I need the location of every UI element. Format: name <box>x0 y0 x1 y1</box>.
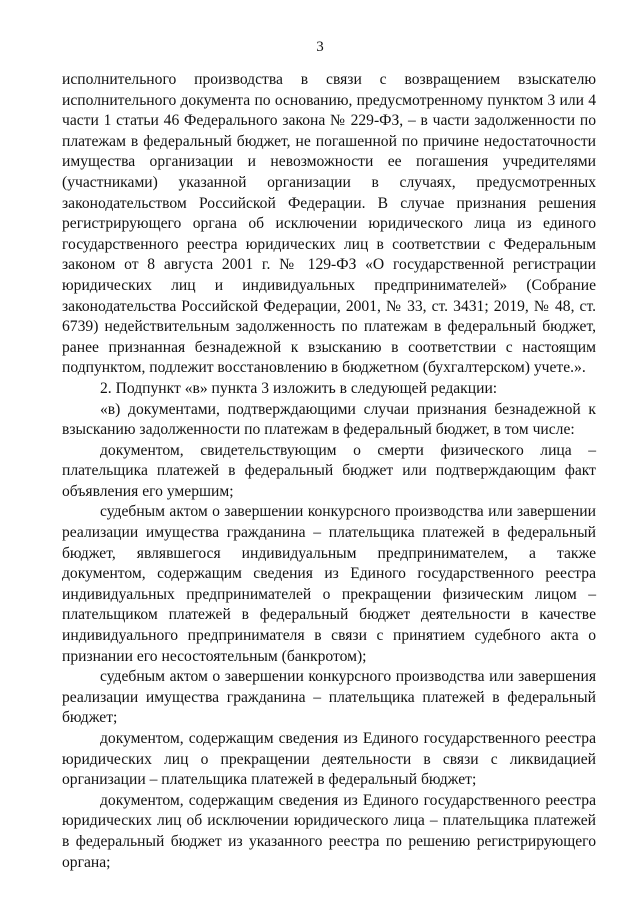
paragraph-subitem-v: «в) документами, подтверждающими случаи признания безнадежной к взысканию задолженности по платежам в федеральный бюджет, в том числе: <box>62 400 596 439</box>
paragraph-death-document: документом, свидетельствующим о смерти физического лица – плательщика платежей в федеральный бюджет или подтверждающим факт объявления его умершим; <box>62 441 596 500</box>
paragraph-bankruptcy-citizen: судебным актом о завершении конкурсного производства или завершения реализации имущества гражданина – плательщика платежей в федеральный бюджет; <box>62 668 596 727</box>
document-body <box>62 70 596 873</box>
paragraph-liquidation: документом, содержащим сведения из Единого государственного реестра юридических лиц о прекращении деятельности в связи с ликвидацией организации – плательщика платежей в федеральный бюджет; <box>62 730 596 789</box>
page-number: 3 <box>316 39 324 55</box>
paragraph-continuation: исполнительного производства в связи с возвращением взыскателю исполнительного документа по основанию, предусмотренному пунктом 3 или 4 части 1 статьи 46 Федерального закона № 229-ФЗ, – в части задолженности по платежам в федеральный бюджет, не погашенной по причине недостаточности имущества организации и невозможности ее погашения учредителями (участниками) указанной организации в случаях, предусмотренных законодательством Российской Федерации. В случае признания решения регистрирующего органа об исключении юридического лица из единого государственного реестра юридических лиц в соответствии с Федеральным законом от 8 августа 2001 г. № 129-ФЗ «О государственной регистрации юридических лиц и индивидуальных предпринимателей» (Собрание законодательства Российской Федерации, 2001, № 33, ст. 3431; 2019, № 48, ст. 6739) недействительным задолженность по платежам в федеральный бюджет, ранее признанная безнадежной к взысканию в соответствии с настоящим подпунктом, подлежит восстановлению в бюджетном (бухгалтерском) учете.». <box>62 71 596 377</box>
paragraph-exclusion: документом, содержащим сведения из Единого государственного реестра юридических лиц об исключении юридического лица – плательщика платежей в федеральный бюджет из указанного реестра по решению регистрирующего органа; <box>62 791 596 871</box>
paragraph-bankruptcy-entrepreneur: судебным актом о завершении конкурсного производства или завершении реализации имущества гражданина – плательщика платежей в федеральный бюджет, являвшегося индивидуальным предпринимателем, а также документом, содержащим сведения из Единого государственного реестра индивидуальных предпринимателей о прекращении физическим лицом – плательщиком платежей в федеральный бюджет деятельности в качестве индивидуального предпринимателя в связи с принятием судебного акта о признании его несостоятельным (банкротом); <box>62 503 596 665</box>
paragraph-item-2: 2. Подпункт «в» пункта 3 изложить в следующей редакции: <box>100 379 498 397</box>
